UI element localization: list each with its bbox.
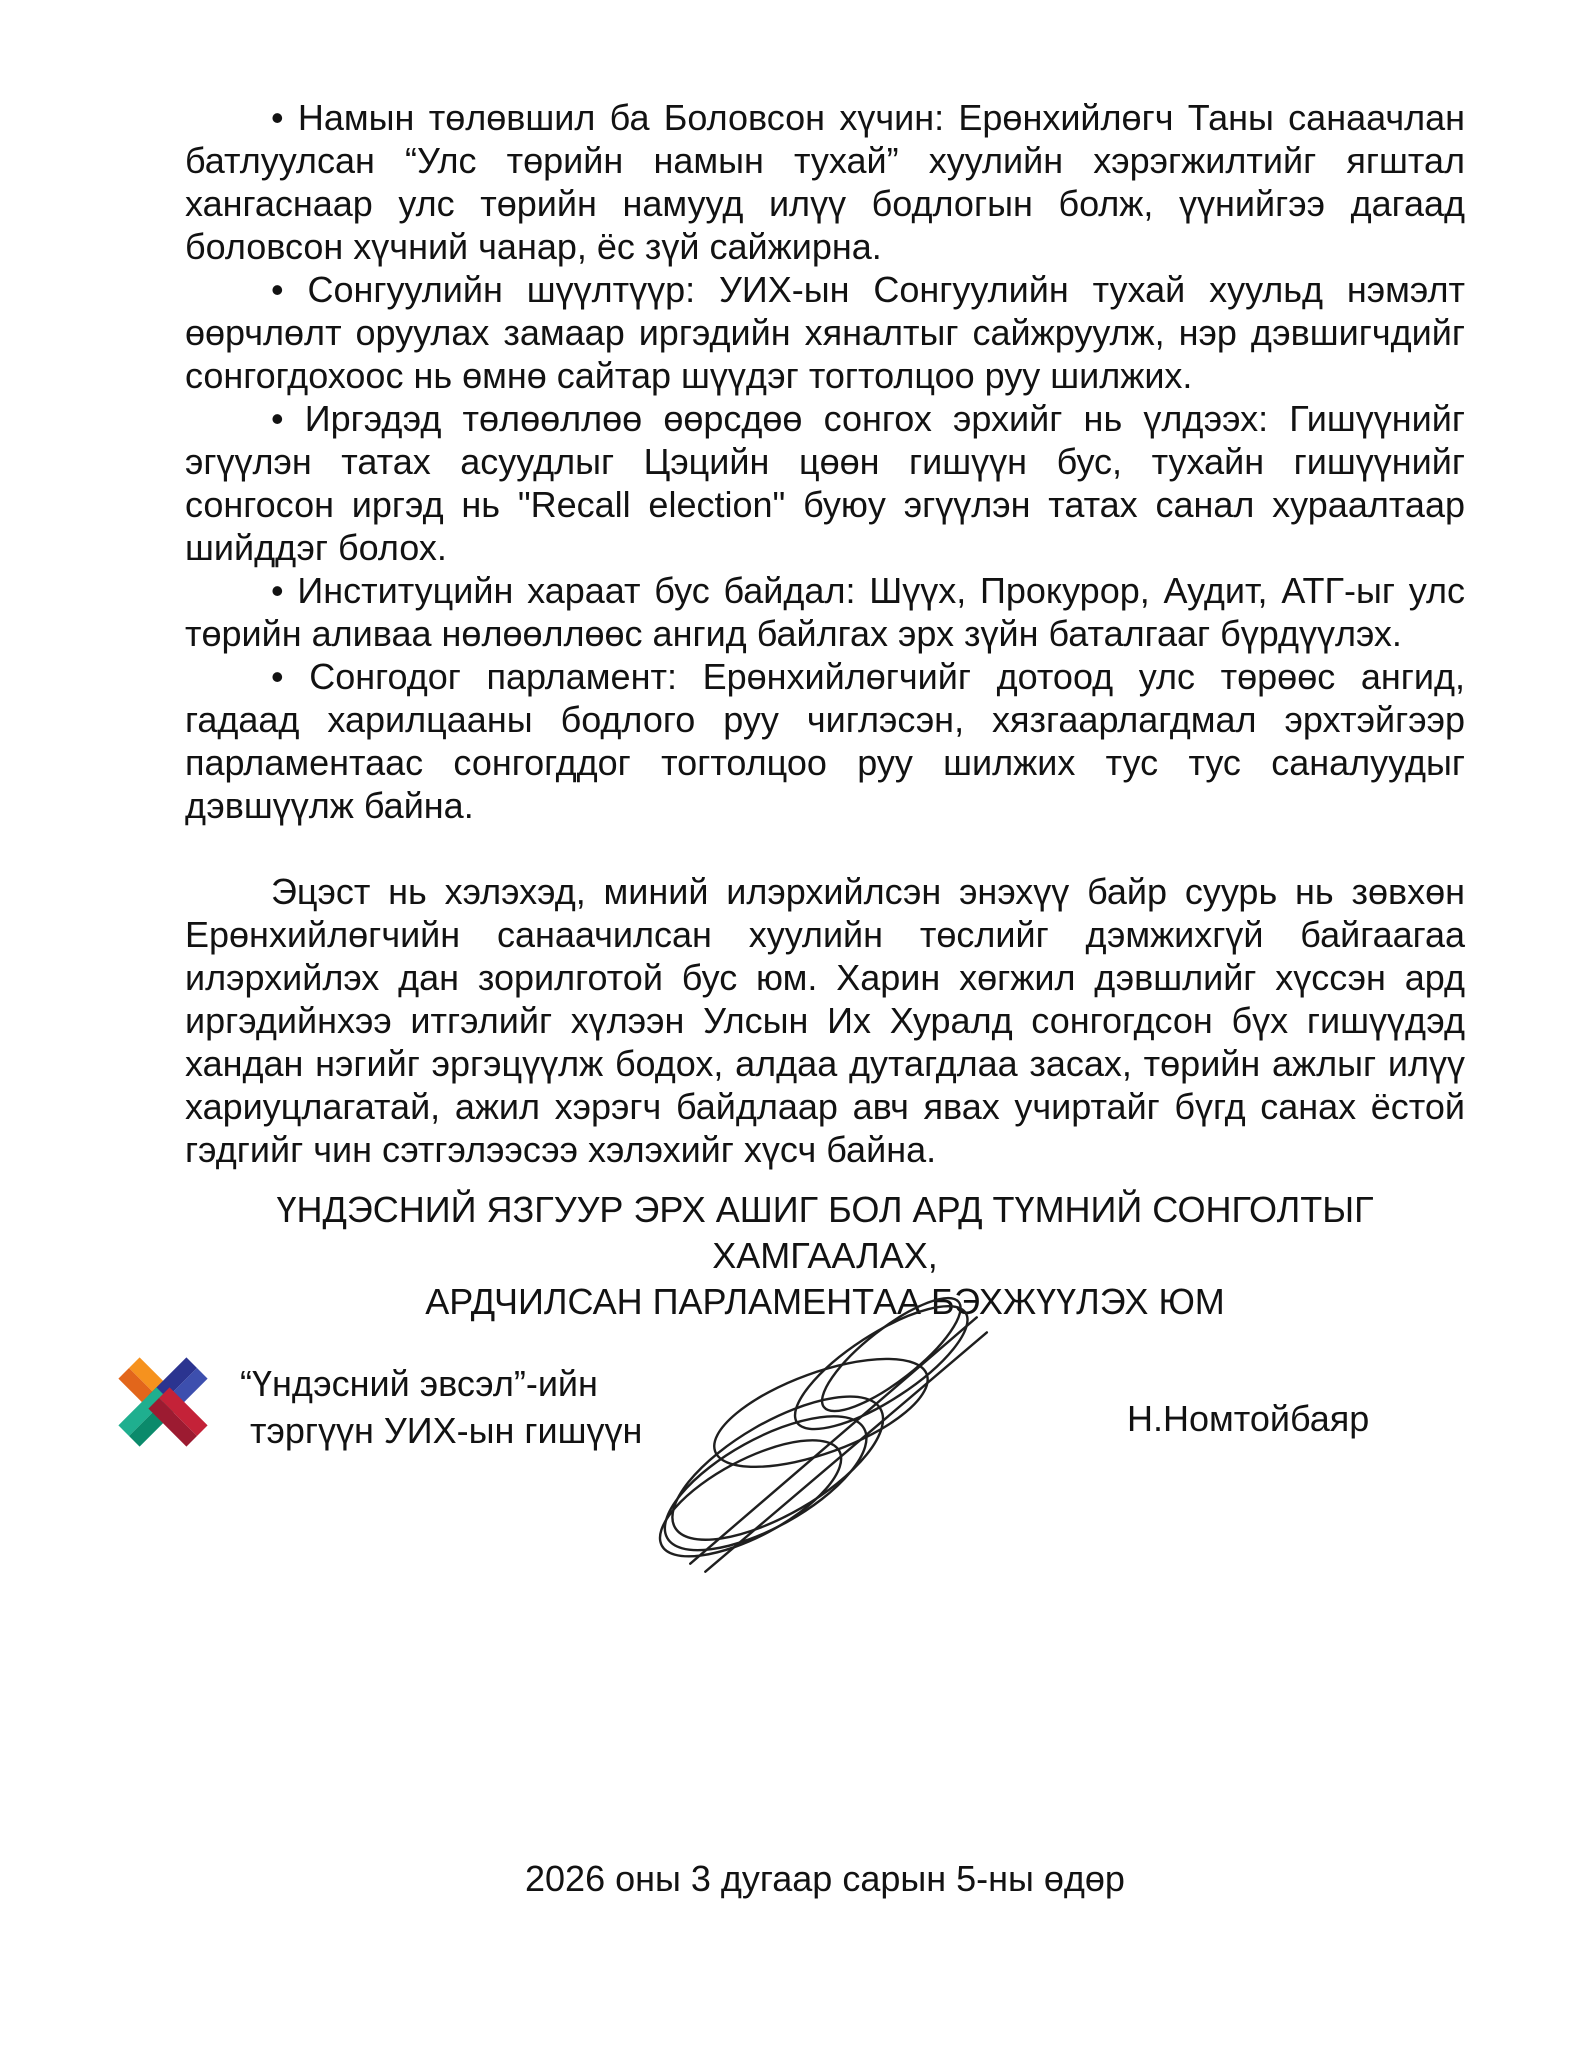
bullet-paragraph-party-maturity: • Намын төлөвшил ба Боловсон хүчин: Ерөнхийлөгч Таны санаачлан батлуулсан “Улс төрийн намын тухай” хуулийн хэрэгжилтийг ягштал хангаснаар улс төрийн намууд илүү бодлогын болж, үүнийгээ дагаад боловсон хүчний чанар, ёс зүй сайжирна. xyxy=(185,97,1465,267)
date-line: 2026 оны 3 дугаар сарын 5-ны өдөр xyxy=(525,1858,1125,1899)
closing-paragraph: Эцэст нь хэлэхэд, миний илэрхийлсэн энэхүү байр суурь нь зөвхөн Ерөнхийлөгчийн санаачилсан хуулийн төслийг дэмжихгүй байгаагаа илэрхийлэх дан зорилготой бус юм. Харин хөгжил дэвшлийг хүссэн ард иргэдийнхээ итгэлийг хүлээн Улсын Их Хуралд сонгогдсон бүх гишүүдэд хандан нэгийг эргэцүүлж бодох, алдаа дутагдлаа засах, төрийн ажлыг илүү хариуцлагатай, ажил хэрэгч байдлаар авч явах учиртайг бүгд санах ёстой гэдгийг чин сэтгэлээсээ хэлэхийг хүсч байна. xyxy=(185,871,1465,1170)
bullet-paragraph-classic-parliament: • Сонгодог парламент: Ерөнхийлөгчийг дотоод улс төрөөс ангид, гадаад харилцааны бодлого руу чиглэсэн, хязгаарлагдмал эрхтэйгээр парламентаас сонгогддог тогтолцоо руу шилжих тус тус саналуудыг дэвшүүлж байна. xyxy=(185,656,1465,826)
bullet-paragraph-institutional-independence: • Институцийн хараат бус байдал: Шүүх, Прокурор, Аудит, АТГ-ыг улс төрийн аливаа нөлөөллөөс ангид байлгах эрх зүйн баталгааг бүрдүүлэх. xyxy=(185,570,1465,654)
bullet-paragraph-recall-election: • Иргэдэд төлөөллөө өөрсдөө сонгох эрхийг нь үлдээх: Гишүүнийг эгүүлэн татах асуудлыг Цэцийн цөөн гишүүн бус, тухайн гишүүнийг сонгосон иргэд нь "Recall election" буюу эгүүлэн татах санал хураалтаар шийддэг болох. xyxy=(185,398,1465,568)
org-title-line-2: тэргүүн УИХ-ын гишүүн xyxy=(250,1410,643,1451)
signer-name: Н.Номтойбаяр xyxy=(1127,1398,1370,1439)
document-body xyxy=(185,96,1465,1325)
statement-heading-line-1: ҮНДЭСНИЙ ЯЗГУУР ЭРХ АШИГ БОЛ АРД ТҮМНИЙ СОНГОЛТЫГ ХАМГААЛАХ, xyxy=(276,1189,1374,1276)
statement-heading-line-2: АРДЧИЛСАН ПАРЛАМЕНТАА БЭХЖҮҮЛЭХ ЮМ xyxy=(425,1281,1225,1322)
org-title-block xyxy=(240,1360,642,1454)
x-ribbon-logo-icon xyxy=(113,1352,213,1452)
signature-strokes xyxy=(645,1292,987,1579)
signature-scribble xyxy=(645,1292,1017,1584)
org-title-line-1: “Үндэсний эвсэл”-ийн xyxy=(240,1363,598,1404)
bullet-paragraph-election-filter: • Сонгуулийн шүүлтүүр: УИХ-ын Сонгуулийн тухай хуульд нэмэлт өөрчлөлт оруулах замаар иргэдийн хяналтыг сайжруулж, нэр дэвшигчдийг сонгогдохоос нь өмнө сайтар шүүдэг тогтолцоо руу шилжих. xyxy=(185,269,1465,396)
